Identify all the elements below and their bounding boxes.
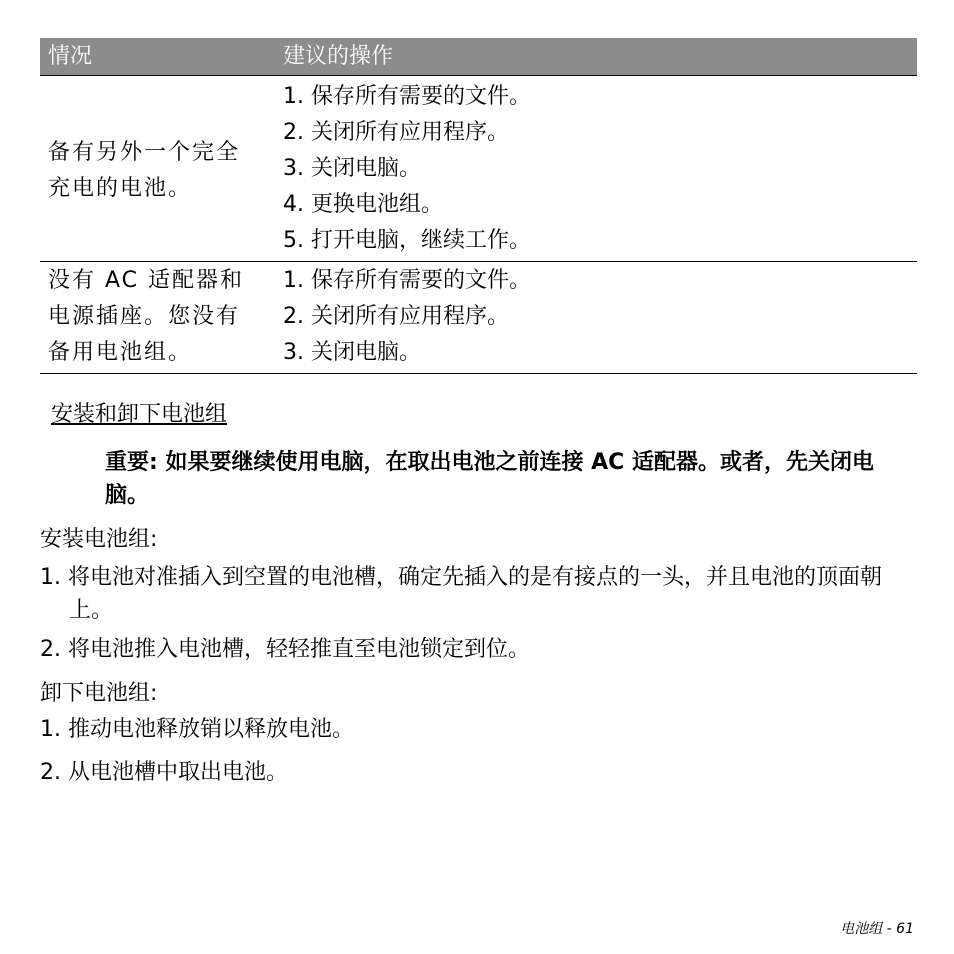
situation-text: 电源插座。您没有 [48, 304, 241, 329]
action-cell [279, 76, 917, 261]
situation-text: 备有另外一个完全 [48, 140, 241, 165]
table-row [40, 76, 917, 262]
action-step: 4. 更换电池组。 [283, 192, 443, 217]
step-text: 1. 推动电池释放销以释放电池。 [40, 717, 354, 742]
action-step: 1. 保存所有需要的文件。 [283, 84, 531, 109]
action-cell [279, 262, 917, 373]
remove-step-1 [40, 713, 920, 746]
situation-cell [40, 262, 279, 373]
important-note: 重要: 如果要继续使用电脑，在取出电池之前连接 AC 适配器。或者，先关闭电脑。 [105, 450, 874, 508]
install-step-1 [40, 561, 920, 627]
situation-text: 充电的电池。 [48, 176, 193, 201]
situation-text: 没有 AC 适配器和 [48, 268, 245, 293]
battery-situation-table [40, 38, 917, 374]
header-situation: 情况 [48, 44, 93, 69]
header-action: 建议的操作 [283, 44, 394, 69]
action-step: 1. 保存所有需要的文件。 [283, 268, 531, 293]
page-footer: 电池组 - 61 [840, 921, 914, 937]
table-row [40, 262, 917, 374]
install-step-2 [40, 633, 920, 666]
action-step: 5. 打开电脑，继续工作。 [283, 228, 531, 253]
table-header [40, 38, 917, 76]
action-step: 2. 关闭所有应用程序。 [283, 304, 509, 329]
step-text: 2. 从电池槽中取出电池。 [40, 760, 288, 785]
situation-cell [40, 76, 279, 261]
remove-heading: 卸下电池组: [40, 681, 158, 706]
install-heading: 安装电池组: [40, 527, 158, 552]
action-step: 3. 关闭电脑。 [283, 156, 421, 181]
section-title: 安装和卸下电池组 [51, 402, 228, 427]
situation-text: 备用电池组。 [48, 340, 193, 365]
action-step: 2. 关闭所有应用程序。 [283, 120, 509, 145]
remove-step-2 [40, 756, 920, 789]
step-text: 1. 将电池对准插入到空置的电池槽，确定先插入的是有接点的一头，并且电池的顶面朝上。 [40, 565, 882, 623]
action-step: 3. 关闭电脑。 [283, 340, 421, 365]
step-text: 2. 将电池推入电池槽，轻轻推直至电池锁定到位。 [40, 637, 530, 662]
